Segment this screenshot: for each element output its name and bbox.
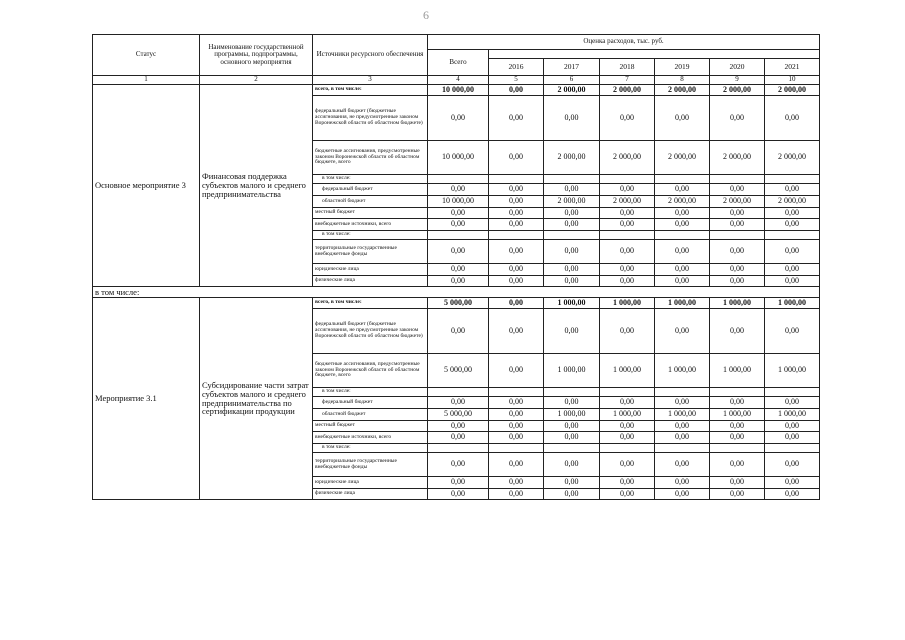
source-individuals: физические лица bbox=[313, 276, 428, 287]
program-name-cell: Финансовая поддержка субъектов малого и среднего предпринимательства bbox=[200, 85, 313, 287]
header-name: Наименование государственной программы, подпрограммы, основного мероприятия bbox=[200, 35, 313, 76]
value-year: 0,00 bbox=[765, 264, 820, 276]
value-year: 0,00 bbox=[489, 298, 544, 309]
value-year: 1 000,00 bbox=[765, 354, 820, 388]
source-regional: областной бюджет bbox=[313, 196, 428, 208]
value-year: 1 000,00 bbox=[600, 298, 655, 309]
value-total: 0,00 bbox=[428, 489, 489, 500]
value-year: 0,00 bbox=[489, 397, 544, 409]
source-individuals: физические лица bbox=[313, 489, 428, 500]
value-year: 0,00 bbox=[600, 208, 655, 219]
value-year: 0,00 bbox=[765, 219, 820, 231]
value-year bbox=[655, 231, 710, 240]
header-sources: Источники ресурсного обеспечения bbox=[313, 35, 428, 76]
value-year: 0,00 bbox=[710, 421, 765, 432]
value-year: 2 000,00 bbox=[544, 85, 600, 96]
value-total: 10 000,00 bbox=[428, 141, 489, 175]
value-year: 0,00 bbox=[655, 309, 710, 354]
value-year: 0,00 bbox=[655, 432, 710, 444]
column-index: 3 bbox=[313, 76, 428, 85]
column-index: 8 bbox=[655, 76, 710, 85]
value-year: 0,00 bbox=[710, 309, 765, 354]
value-year: 1 000,00 bbox=[600, 354, 655, 388]
value-year: 0,00 bbox=[544, 397, 600, 409]
value-year: 2 000,00 bbox=[544, 141, 600, 175]
value-year bbox=[655, 388, 710, 397]
column-index: 2 bbox=[200, 76, 313, 85]
value-year bbox=[544, 388, 600, 397]
source-extrabudgetary: внебюджетные источники, всего bbox=[313, 219, 428, 231]
value-year: 0,00 bbox=[489, 85, 544, 96]
source-regional-appropriations: бюджетные ассигнования, предусмотренные законом Воронежской области об областном бюджете, всего bbox=[313, 141, 428, 175]
value-year: 0,00 bbox=[544, 309, 600, 354]
source-legal-entities: юридические лица bbox=[313, 264, 428, 276]
source-federal-unplanned: федеральный бюджет (бюджетные ассигнования, не предусмотренные законом Воронежской области об областном бюджете) bbox=[313, 96, 428, 141]
value-year: 0,00 bbox=[655, 264, 710, 276]
value-year bbox=[544, 231, 600, 240]
source-including: в том числе: bbox=[313, 388, 428, 397]
value-year: 0,00 bbox=[655, 96, 710, 141]
source-extrabudgetary: внебюджетные источники, всего bbox=[313, 432, 428, 444]
value-year: 0,00 bbox=[710, 397, 765, 409]
source-total: всего, в том числе: bbox=[313, 85, 428, 96]
value-year: 0,00 bbox=[710, 184, 765, 196]
value-year: 0,00 bbox=[710, 489, 765, 500]
header-spacer bbox=[489, 50, 820, 59]
value-year: 0,00 bbox=[544, 489, 600, 500]
value-total: 5 000,00 bbox=[428, 298, 489, 309]
value-year bbox=[765, 175, 820, 184]
value-year: 0,00 bbox=[600, 276, 655, 287]
value-year bbox=[710, 444, 765, 453]
value-year: 0,00 bbox=[600, 432, 655, 444]
value-year bbox=[710, 231, 765, 240]
value-year: 0,00 bbox=[544, 432, 600, 444]
value-year: 2 000,00 bbox=[600, 196, 655, 208]
value-total: 5 000,00 bbox=[428, 354, 489, 388]
value-year: 0,00 bbox=[655, 477, 710, 489]
value-year: 0,00 bbox=[544, 264, 600, 276]
value-total: 0,00 bbox=[428, 477, 489, 489]
value-year: 0,00 bbox=[655, 397, 710, 409]
value-year: 0,00 bbox=[489, 409, 544, 421]
header-year: 2017 bbox=[544, 59, 600, 76]
value-total bbox=[428, 175, 489, 184]
value-year: 0,00 bbox=[489, 219, 544, 231]
value-year: 1 000,00 bbox=[655, 409, 710, 421]
source-regional: областной бюджет bbox=[313, 409, 428, 421]
value-year: 0,00 bbox=[765, 421, 820, 432]
source-federal-unplanned: федеральный бюджет (бюджетные ассигнования, не предусмотренные законом Воронежской области об областном бюджете) bbox=[313, 309, 428, 354]
value-year: 0,00 bbox=[655, 240, 710, 264]
value-year: 0,00 bbox=[489, 309, 544, 354]
value-year: 0,00 bbox=[655, 208, 710, 219]
source-federal: федеральный бюджет bbox=[313, 397, 428, 409]
header-status: Статус bbox=[93, 35, 200, 76]
value-total: 0,00 bbox=[428, 208, 489, 219]
program-name-cell: Субсидирование части затрат субъектов малого и среднего предпринимательства по сертификации продукции bbox=[200, 298, 313, 500]
value-year: 0,00 bbox=[544, 219, 600, 231]
value-total bbox=[428, 231, 489, 240]
value-year bbox=[489, 175, 544, 184]
value-total: 0,00 bbox=[428, 276, 489, 287]
value-year: 2 000,00 bbox=[655, 196, 710, 208]
value-year: 0,00 bbox=[655, 421, 710, 432]
value-year bbox=[489, 388, 544, 397]
value-year: 2 000,00 bbox=[600, 141, 655, 175]
value-year bbox=[544, 444, 600, 453]
column-index: 7 bbox=[600, 76, 655, 85]
value-year bbox=[489, 444, 544, 453]
value-year bbox=[600, 388, 655, 397]
value-year: 0,00 bbox=[655, 276, 710, 287]
value-year: 0,00 bbox=[489, 184, 544, 196]
value-year: 0,00 bbox=[489, 432, 544, 444]
value-year: 0,00 bbox=[544, 276, 600, 287]
value-total: 0,00 bbox=[428, 96, 489, 141]
source-territorial-funds: территориальные государственные внебюджетные фонды bbox=[313, 453, 428, 477]
value-year: 1 000,00 bbox=[765, 409, 820, 421]
value-year: 0,00 bbox=[600, 264, 655, 276]
column-index: 6 bbox=[544, 76, 600, 85]
value-total: 10 000,00 bbox=[428, 196, 489, 208]
value-year: 0,00 bbox=[489, 96, 544, 141]
value-year: 1 000,00 bbox=[544, 409, 600, 421]
value-year: 0,00 bbox=[765, 240, 820, 264]
value-year: 0,00 bbox=[489, 196, 544, 208]
value-year: 0,00 bbox=[544, 421, 600, 432]
column-index: 10 bbox=[765, 76, 820, 85]
value-year: 0,00 bbox=[600, 477, 655, 489]
value-year: 0,00 bbox=[600, 489, 655, 500]
value-year: 0,00 bbox=[710, 432, 765, 444]
value-total: 0,00 bbox=[428, 219, 489, 231]
value-year: 1 000,00 bbox=[600, 409, 655, 421]
value-year: 0,00 bbox=[600, 421, 655, 432]
value-year: 0,00 bbox=[544, 208, 600, 219]
source-legal-entities: юридические лица bbox=[313, 477, 428, 489]
table-row bbox=[93, 85, 820, 96]
value-year: 1 000,00 bbox=[765, 298, 820, 309]
value-total: 0,00 bbox=[428, 184, 489, 196]
value-year: 0,00 bbox=[765, 276, 820, 287]
value-year: 0,00 bbox=[544, 477, 600, 489]
value-year: 0,00 bbox=[655, 453, 710, 477]
header-year: 2020 bbox=[710, 59, 765, 76]
separator-label: в том числе: bbox=[93, 287, 820, 298]
value-year: 0,00 bbox=[489, 354, 544, 388]
value-total: 0,00 bbox=[428, 264, 489, 276]
value-total: 5 000,00 bbox=[428, 409, 489, 421]
value-year: 0,00 bbox=[489, 264, 544, 276]
status-cell: Мероприятие 3.1 bbox=[93, 298, 200, 500]
value-year: 0,00 bbox=[600, 96, 655, 141]
value-year: 0,00 bbox=[600, 453, 655, 477]
value-year: 0,00 bbox=[765, 432, 820, 444]
status-cell: Основное мероприятие 3 bbox=[93, 85, 200, 287]
header-year: 2018 bbox=[600, 59, 655, 76]
value-year: 0,00 bbox=[765, 309, 820, 354]
value-year: 0,00 bbox=[765, 489, 820, 500]
header-total: Всего bbox=[428, 50, 489, 76]
value-year: 0,00 bbox=[710, 219, 765, 231]
table-row bbox=[93, 298, 820, 309]
value-year: 0,00 bbox=[765, 453, 820, 477]
source-total: всего, в том числе: bbox=[313, 298, 428, 309]
header-year: 2019 bbox=[655, 59, 710, 76]
value-year: 2 000,00 bbox=[710, 85, 765, 96]
value-year: 1 000,00 bbox=[655, 298, 710, 309]
expense-table bbox=[92, 34, 820, 500]
value-year: 1 000,00 bbox=[655, 354, 710, 388]
value-year bbox=[710, 175, 765, 184]
value-year bbox=[489, 231, 544, 240]
value-year: 0,00 bbox=[544, 184, 600, 196]
value-year: 0,00 bbox=[765, 96, 820, 141]
value-year: 0,00 bbox=[710, 453, 765, 477]
value-year: 1 000,00 bbox=[710, 354, 765, 388]
value-year: 0,00 bbox=[710, 240, 765, 264]
value-total: 0,00 bbox=[428, 453, 489, 477]
column-index: 9 bbox=[710, 76, 765, 85]
value-total: 0,00 bbox=[428, 421, 489, 432]
source-including: в том числе: bbox=[313, 175, 428, 184]
column-index-row bbox=[93, 76, 820, 85]
value-year bbox=[544, 175, 600, 184]
value-year: 0,00 bbox=[489, 489, 544, 500]
value-year: 1 000,00 bbox=[710, 298, 765, 309]
source-including: в том числе: bbox=[313, 444, 428, 453]
value-year: 0,00 bbox=[544, 453, 600, 477]
value-year: 0,00 bbox=[765, 184, 820, 196]
value-year: 2 000,00 bbox=[710, 141, 765, 175]
source-territorial-funds: территориальные государственные внебюджетные фонды bbox=[313, 240, 428, 264]
value-year: 2 000,00 bbox=[655, 85, 710, 96]
value-year: 0,00 bbox=[600, 240, 655, 264]
header-year: 2021 bbox=[765, 59, 820, 76]
value-total: 0,00 bbox=[428, 432, 489, 444]
value-year: 0,00 bbox=[655, 489, 710, 500]
block-separator-row bbox=[93, 287, 820, 298]
value-year: 0,00 bbox=[600, 219, 655, 231]
value-year: 0,00 bbox=[710, 96, 765, 141]
value-year: 0,00 bbox=[544, 96, 600, 141]
column-index: 1 bbox=[93, 76, 200, 85]
value-year: 2 000,00 bbox=[600, 85, 655, 96]
value-total: 10 000,00 bbox=[428, 85, 489, 96]
value-year: 0,00 bbox=[489, 453, 544, 477]
value-year: 0,00 bbox=[489, 208, 544, 219]
source-including: в том числе: bbox=[313, 231, 428, 240]
value-year: 2 000,00 bbox=[710, 196, 765, 208]
value-total bbox=[428, 388, 489, 397]
value-year: 1 000,00 bbox=[544, 298, 600, 309]
value-year: 2 000,00 bbox=[655, 141, 710, 175]
value-year: 2 000,00 bbox=[765, 196, 820, 208]
value-year bbox=[600, 175, 655, 184]
value-total: 0,00 bbox=[428, 397, 489, 409]
header-estimate: Оценка расходов, тыс. руб. bbox=[428, 35, 820, 50]
value-total: 0,00 bbox=[428, 240, 489, 264]
column-index: 5 bbox=[489, 76, 544, 85]
source-local: местный бюджет bbox=[313, 421, 428, 432]
value-year: 2 000,00 bbox=[544, 196, 600, 208]
value-year: 1 000,00 bbox=[710, 409, 765, 421]
value-year: 0,00 bbox=[710, 208, 765, 219]
value-year: 0,00 bbox=[710, 477, 765, 489]
value-year: 0,00 bbox=[489, 421, 544, 432]
header-row bbox=[93, 35, 820, 50]
value-year: 0,00 bbox=[600, 309, 655, 354]
value-year bbox=[655, 444, 710, 453]
value-total: 0,00 bbox=[428, 309, 489, 354]
value-year: 1 000,00 bbox=[544, 354, 600, 388]
value-year: 0,00 bbox=[765, 477, 820, 489]
value-year: 0,00 bbox=[710, 264, 765, 276]
value-year: 0,00 bbox=[600, 397, 655, 409]
value-year bbox=[710, 388, 765, 397]
value-year: 2 000,00 bbox=[765, 85, 820, 96]
value-year: 0,00 bbox=[489, 276, 544, 287]
value-total bbox=[428, 444, 489, 453]
value-year bbox=[600, 231, 655, 240]
source-federal: федеральный бюджет bbox=[313, 184, 428, 196]
value-year: 0,00 bbox=[600, 184, 655, 196]
value-year: 0,00 bbox=[489, 240, 544, 264]
value-year bbox=[655, 175, 710, 184]
header-year: 2016 bbox=[489, 59, 544, 76]
value-year: 0,00 bbox=[544, 240, 600, 264]
value-year: 0,00 bbox=[489, 141, 544, 175]
source-regional-appropriations: бюджетные ассигнования, предусмотренные законом Воронежской области об областном бюджете, всего bbox=[313, 354, 428, 388]
value-year: 2 000,00 bbox=[765, 141, 820, 175]
value-year: 0,00 bbox=[655, 219, 710, 231]
value-year: 0,00 bbox=[765, 397, 820, 409]
value-year bbox=[600, 444, 655, 453]
value-year bbox=[765, 231, 820, 240]
column-index: 4 bbox=[428, 76, 489, 85]
value-year bbox=[765, 444, 820, 453]
value-year: 0,00 bbox=[765, 208, 820, 219]
value-year: 0,00 bbox=[655, 184, 710, 196]
page-number: 6 bbox=[423, 8, 429, 22]
value-year: 0,00 bbox=[710, 276, 765, 287]
value-year: 0,00 bbox=[489, 477, 544, 489]
source-local: местный бюджет bbox=[313, 208, 428, 219]
value-year bbox=[765, 388, 820, 397]
